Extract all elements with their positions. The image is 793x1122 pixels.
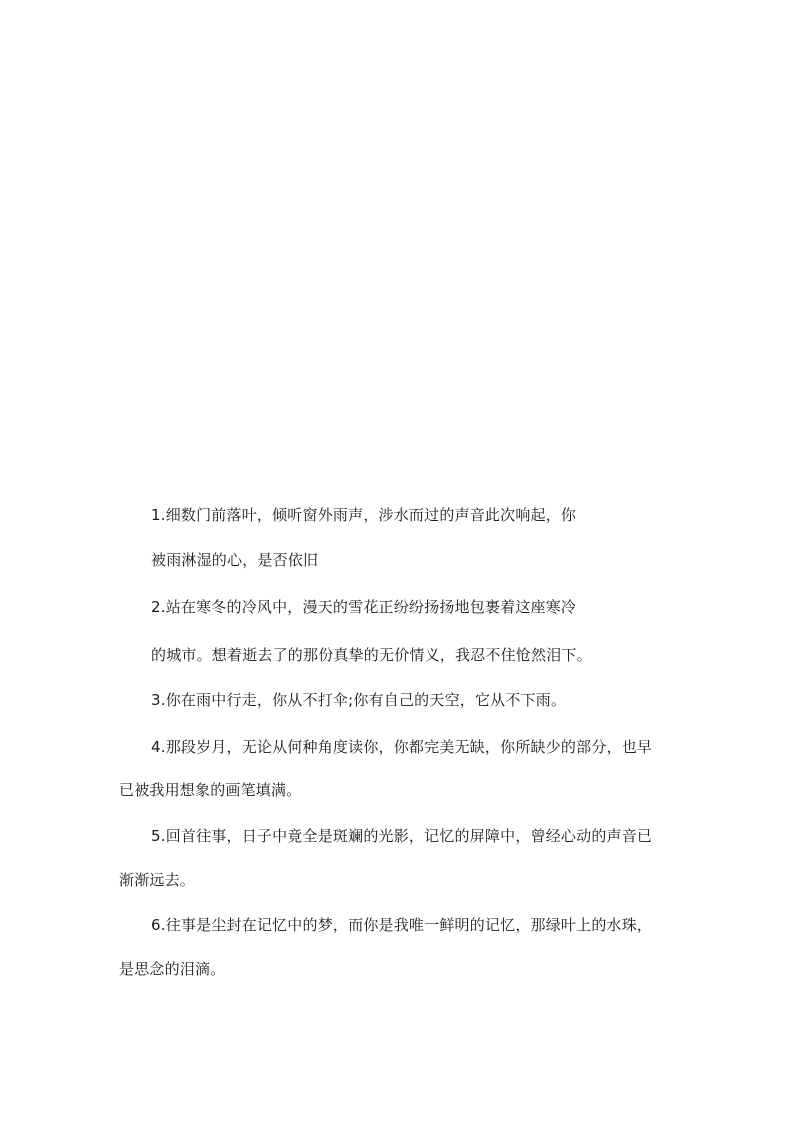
paragraph-4-line-2: 已被我用想象的画笔填满。 [119, 781, 302, 799]
paragraph-2-line-1: 2.站在寒冬的冷风中，漫天的雪花正纷纷扬扬地包裹着这座寒冷 [151, 598, 577, 616]
paragraph-6-line-2: 是思念的泪滴。 [119, 960, 226, 978]
paragraph-4-line-1: 4.那段岁月，无论从何种角度读你，你都完美无缺，你所缺少的部分，也早 [151, 738, 653, 756]
paragraph-6-line-1: 6.往事是尘封在记忆中的梦，而你是我唯一鲜明的记忆，那绿叶上的水珠， [151, 916, 653, 934]
paragraph-5-line-1: 5.回首往事，日子中竟全是斑斓的光影，记忆的屏障中，曾经心动的声音已 [151, 827, 653, 845]
paragraph-1-line-2: 被雨淋湿的心，是否依旧 [151, 551, 319, 569]
paragraph-2-line-2: 的城市。想着逝去了的那份真挚的无价情义，我忍不住怆然泪下。 [151, 646, 592, 664]
paragraph-5-line-2: 渐渐远去。 [119, 871, 196, 889]
paragraph-3-line-1: 3.你在雨中行走，你从不打伞;你有自己的天空，它从不下雨。 [151, 691, 567, 709]
paragraph-1-line-1: 1.细数门前落叶，倾听窗外雨声，涉水而过的声音此次响起，你 [151, 506, 577, 524]
